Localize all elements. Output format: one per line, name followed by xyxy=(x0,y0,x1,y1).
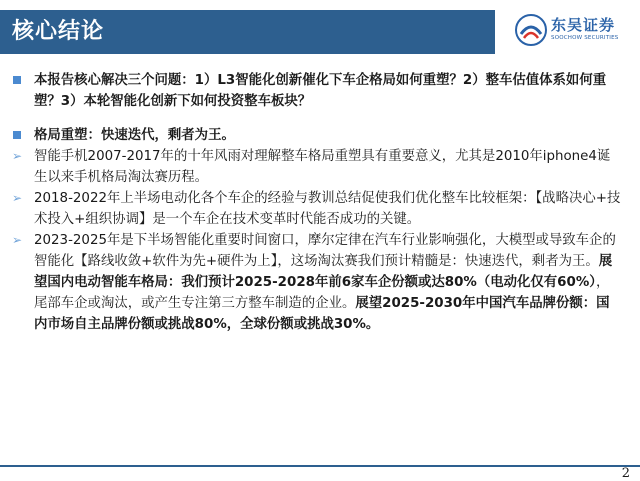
logo-text: 东吴证券 xyxy=(551,16,616,34)
core-questions-text: 本报告核心解决三个问题：1）L3智能化创新催化下车企格局如何重塑？2）整车估值体系如何重塑？3）本轮智能化创新下如何投资整车板块？ xyxy=(34,73,607,109)
soochow-logo-icon xyxy=(515,14,547,46)
list-item xyxy=(10,230,622,335)
section-heading xyxy=(10,125,622,146)
page-title: 核心结论 xyxy=(12,19,105,44)
list-item-text: 2023-2025年是下半场智能化重要时间窗口，摩尔定律在汽车行业影响强化，大模型或导致车企的智能化【路线收敛+软件为先+硬件为上】，这场淘汰赛我们预计精髓是：快速迭代，剩者为王。 xyxy=(34,233,616,269)
list-item-bold-text: 展望国内电动智能车格局：我们预计2025-2028年前6家车企份额或达80%（电动化仅有60%） xyxy=(34,254,613,290)
list-item xyxy=(10,146,622,188)
page-number: 2 xyxy=(621,466,630,481)
list-item-bold-text: 展望2025-2030年中国汽车品牌份额：国内市场自主品牌份额或挑战80%，全球份额或挑战30%。 xyxy=(34,296,610,332)
company-logo xyxy=(515,14,635,52)
arrow-bullet-icon: ➢ xyxy=(12,233,23,247)
square-bullet-icon xyxy=(13,131,21,139)
section-heading-text: 格局重塑：快速迭代，剩者为王。 xyxy=(34,128,235,143)
title-bar xyxy=(0,10,495,54)
footer-divider xyxy=(0,465,640,467)
square-bullet-icon xyxy=(13,76,21,84)
arrow-bullet-icon: ➢ xyxy=(12,191,23,205)
logo-subtext: SOOCHOW SECURITIES xyxy=(551,35,619,41)
list-item-text: 2018-2022年上半场电动化各个车企的经验与教训总结促使我们优化整车比较框架：【战略决心+技术投入+组织协调】是一个车企在技术变革时代能否成功的关键。 xyxy=(34,191,621,227)
core-questions xyxy=(10,70,622,112)
list-item xyxy=(10,188,622,230)
arrow-bullet-icon: ➢ xyxy=(12,149,23,163)
list-item-text: ，尾部车企或淘汰，或产生专注第三方整车制造的企业。 xyxy=(34,275,610,311)
list-item-text: 智能手机2007-2017年的十年风雨对理解整车格局重塑具有重要意义，尤其是2010年iphone4诞生以来手机格局淘汰赛历程。 xyxy=(34,149,611,185)
main-content xyxy=(10,70,622,335)
